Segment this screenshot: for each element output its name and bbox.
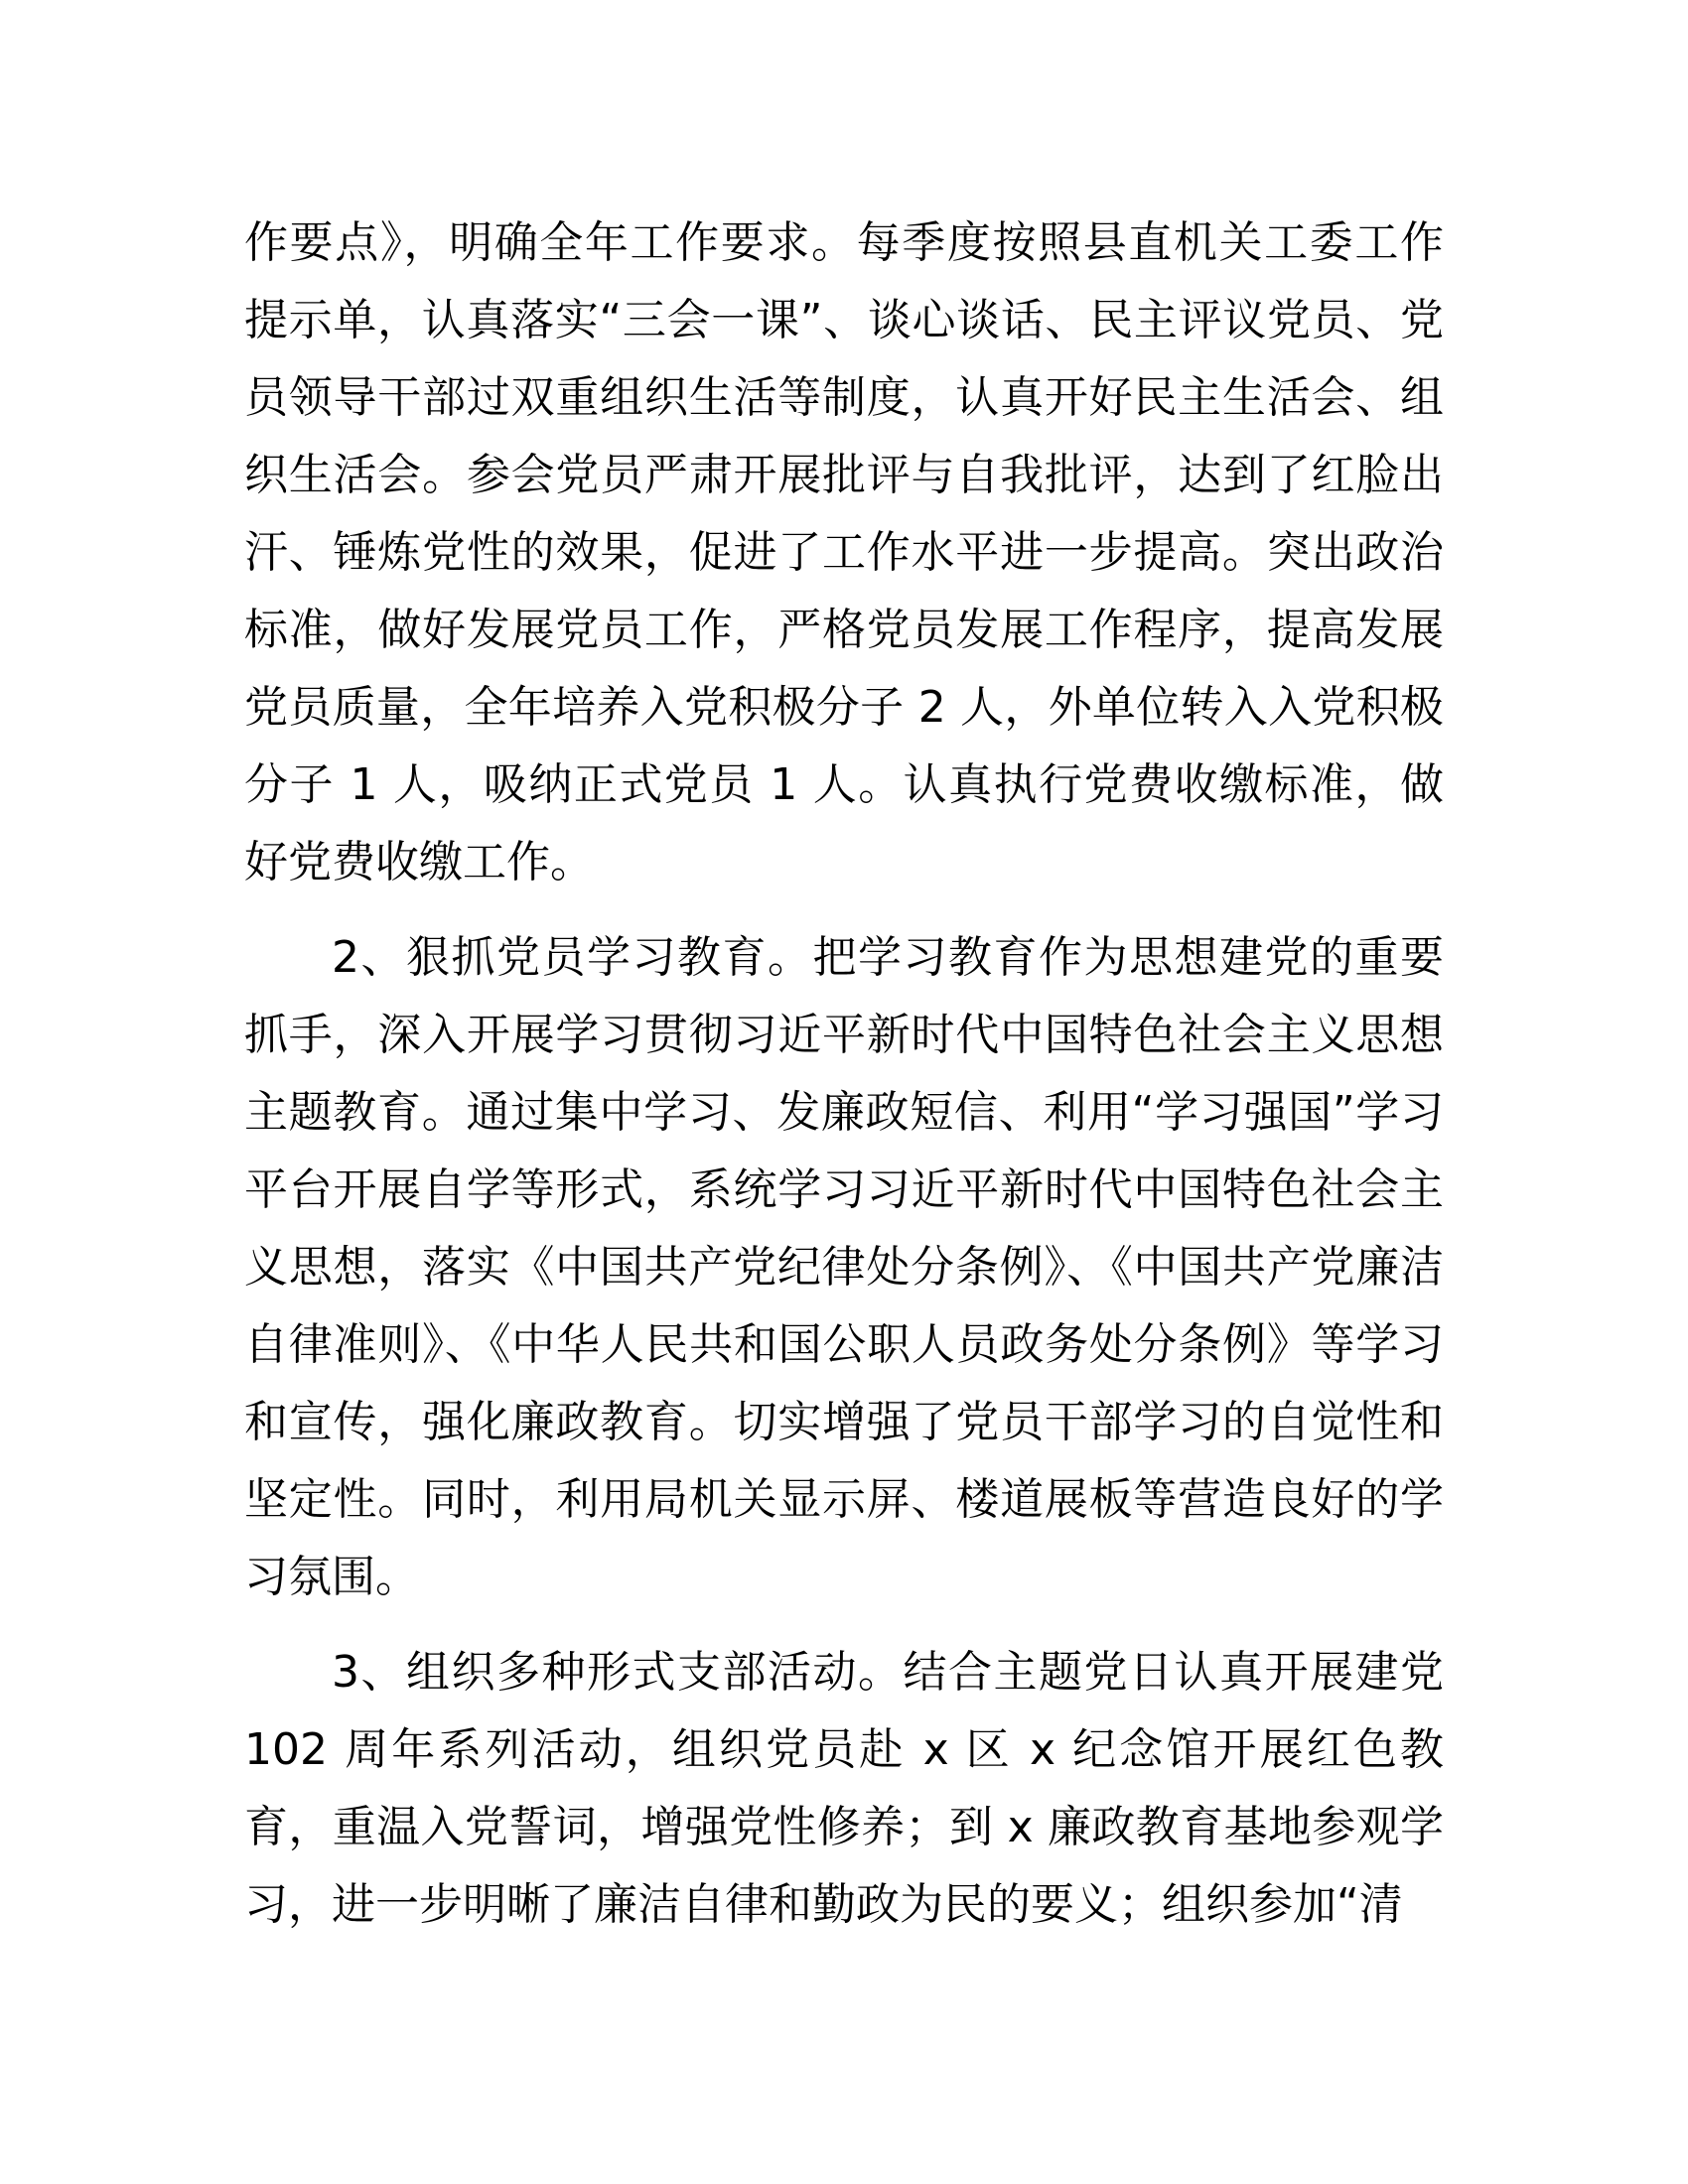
paragraph-study-education: 2、狠抓党员学习教育。把学习教育作为思想建党的重要抓手，深入开展学习贯彻习近平新时代中国特色社会主义思想主题教育。通过集中学习、发廉政短信、利用“学习强国”学习平台开展自学等形式，系统学习习近平新时代中国特色社会主义思想，落实《中国共产党纪律处分条例》、《中国共产党廉洁自律准则》、《中华人民共和国公职人员政务处分条例》等学习和宣传，强化廉政教育。切实增强了党员干部学习的自觉性和坚定性。同时，利用局机关显示屏、楼道展板等营造良好的学习氛围。 bbox=[244, 932, 1444, 1602]
paragraph-branch-activities: 3、组织多种形式支部活动。结合主题党日认真开展建党 102 周年系列活动，组织党员赴 x 区 x 纪念馆开展红色教育，重温入党誓词，增强党性修养；到 x 廉政教育基地参观学习，进一步明晰了廉洁自律和勤政为民的要义；组织参加“清 bbox=[244, 1647, 1444, 1930]
paragraph-continued: 作要点》，明确全年工作要求。每季度按照县直机关工委工作提示单，认真落实“三会一课”、谈心谈话、民主评议党员、党员领导干部过双重组织生活等制度，认真开好民主生活会、组织生活会。参会党员严肃开展批评与自我批评，达到了红脸出汗、锤炼党性的效果，促进了工作水平进一步提高。突出政治标准，做好发展党员工作，严格党员发展工作程序，提高发展党员质量，全年培养入党积极分子 2 人，外单位转入入党积极分子 1 人，吸纳正式党员 1 人。认真执行党费收缴标准，做好党费收缴工作。 bbox=[244, 217, 1444, 887]
document-body bbox=[244, 205, 1444, 1944]
